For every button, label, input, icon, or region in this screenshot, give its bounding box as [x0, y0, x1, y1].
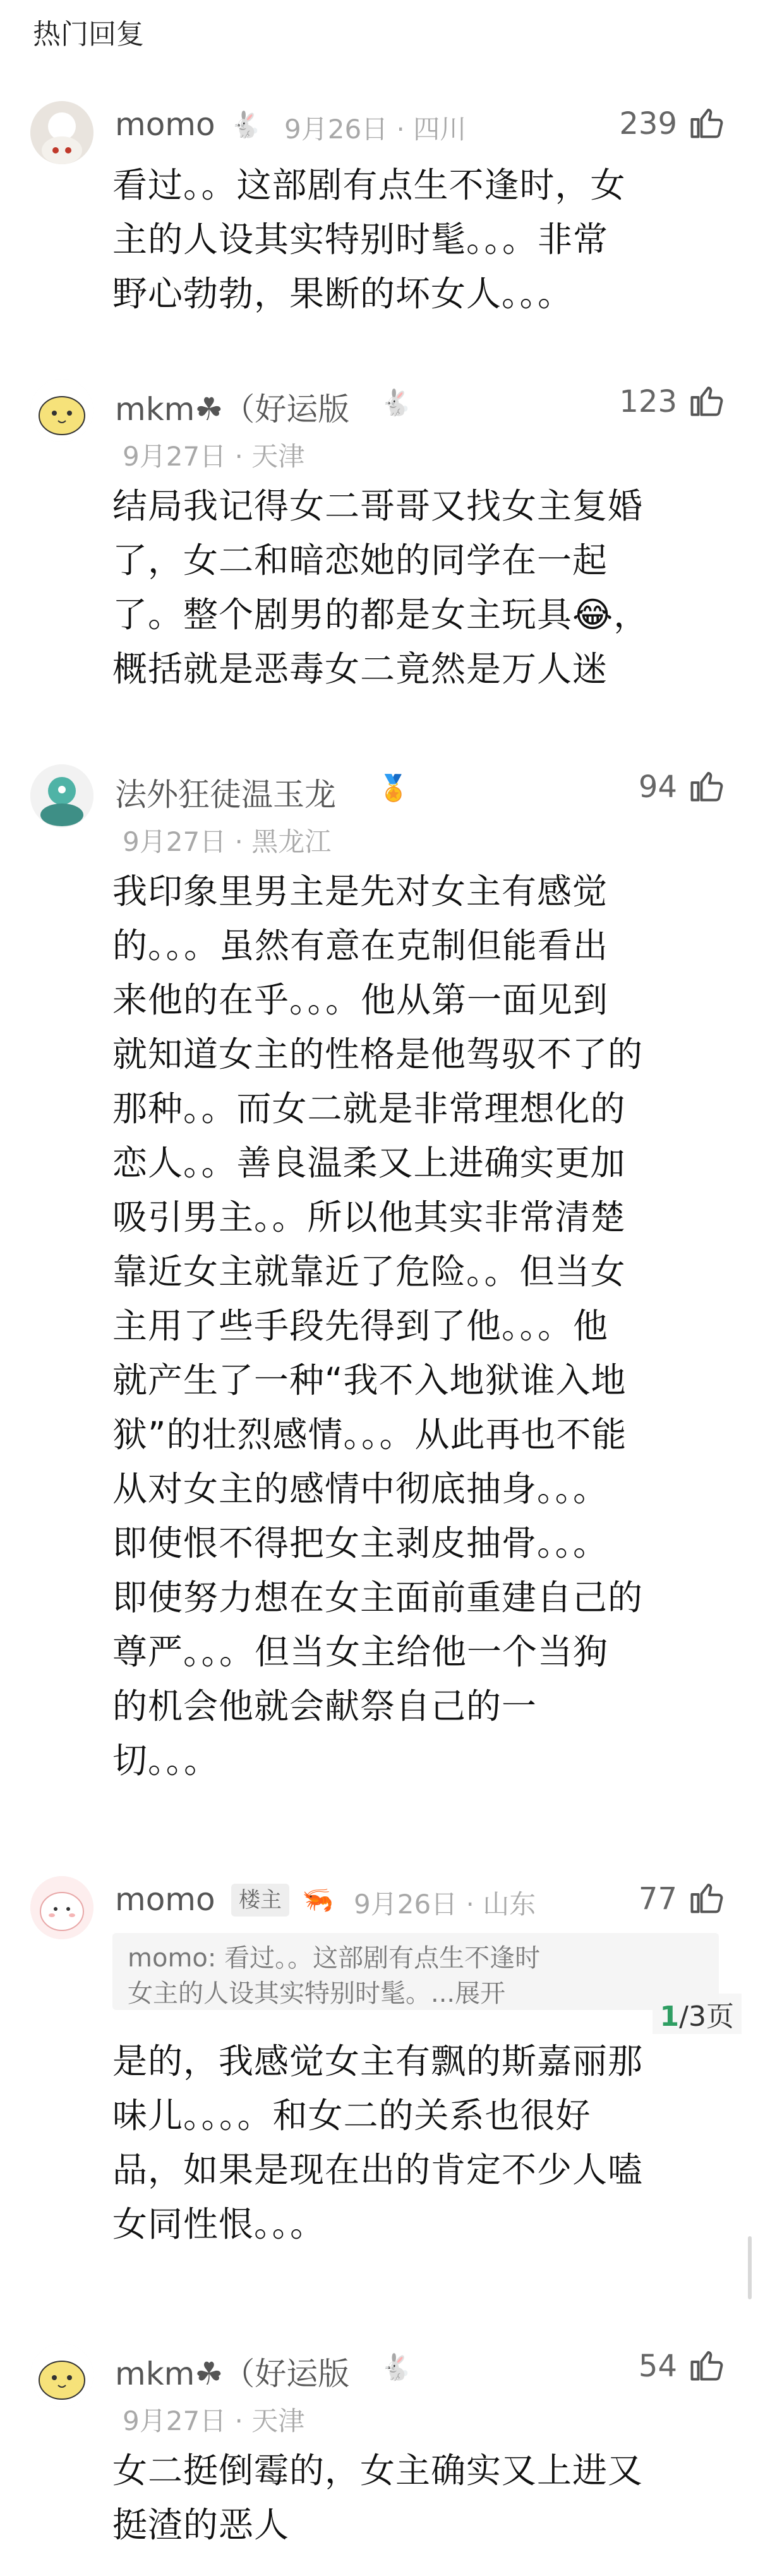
username[interactable]: mkm☘（好运版 — [115, 2356, 350, 2392]
owner-tag: 楼主 — [231, 1884, 289, 1917]
avatar[interactable] — [30, 2344, 93, 2407]
like-count: 54 — [638, 2349, 677, 2384]
thumbs-up-icon[interactable] — [687, 104, 725, 141]
comment-meta: 9月27日 · 天津 — [123, 2405, 305, 2436]
thumbs-up-icon[interactable] — [687, 1879, 725, 1917]
scrollbar[interactable] — [748, 2236, 752, 2299]
comment-location: 黑龙江 — [251, 826, 332, 857]
like-count: 123 — [619, 384, 677, 419]
comment-date: 9月27日 — [123, 826, 227, 857]
badge-icon: 🦐 — [302, 1886, 334, 1915]
comment-body: 看过。。这部剧有点生不逢时，女 主的人设其实特别时髦。。。非常 野心勃勃，果断的坏女人。。。 — [112, 165, 626, 314]
badge-icon: 🐇 — [380, 2353, 412, 2382]
quoted-text-line: 女主的人设其实特别时髦。...展开 — [128, 1979, 506, 2008]
comment-date: 9月26日 — [354, 1889, 458, 1920]
page-indicator[interactable] — [653, 1994, 742, 2034]
comment-location: 天津 — [251, 2405, 305, 2436]
like-count: 77 — [638, 1881, 677, 1917]
like-count: 94 — [638, 769, 677, 805]
comment-location: 山东 — [483, 1889, 536, 1920]
thumbs-up-icon[interactable] — [687, 382, 725, 419]
page-total: /3页 — [679, 2001, 734, 2033]
avatar[interactable] — [30, 101, 93, 164]
comment-body: 结局我记得女二哥哥又找女主复婚 了，女二和暗恋她的同学在一起 了。整个剧男的都是女主玩具😂， 概括就是恶毒女二竟然是万人迷 — [112, 486, 649, 689]
section-title: 热门回复 — [33, 18, 144, 51]
page-current: 1 — [659, 2001, 680, 2033]
comment-meta: 9月26日 · 山东 — [354, 1889, 536, 1920]
avatar[interactable] — [30, 764, 93, 828]
comment-body: 是的，我感觉女主有飘的斯嘉丽那 味儿。。。。和女二的关系也很好 品，如果是现在出的肯定不少人嗑 女同性恨。。。 — [112, 2041, 644, 2244]
comment-date: 9月27日 — [123, 2405, 227, 2436]
username[interactable]: momo — [115, 1881, 215, 1918]
comment-body: 女二挺倒霉的，女主确实又上进又 挺渣的恶人 — [112, 2450, 644, 2545]
like-count: 239 — [619, 106, 677, 141]
username[interactable]: mkm☘（好运版 — [115, 391, 350, 428]
badge-icon: 🐇 — [230, 111, 262, 140]
thumbs-up-icon[interactable] — [687, 767, 725, 805]
quoted-text-line: momo: 看过。。这部剧有点生不逢时 — [128, 1944, 541, 1973]
quoted-reply[interactable] — [112, 1933, 719, 2010]
comment-date: 9月26日 — [284, 114, 388, 145]
thumbs-up-icon[interactable] — [687, 2346, 725, 2384]
username[interactable]: momo — [115, 106, 215, 143]
comment-meta: 9月26日 · 四川 — [284, 114, 467, 145]
comment-body: 我印象里男主是先对女主有感觉 的。。。虽然有意在克制但能看出 来他的在乎。。。他从第一面见到 就知道女主的性格是他驾驭不了的 那种。。而女二就是非常理想化的 恋人。。善良温柔又上进确实更加 吸引男主。。所以他其实非常清楚 靠近女主就靠近了危险。。但当女 主用了些手段先得到了他。。。他 就产生了一种“我不入地狱谁入地 狱”的壮烈感情。。。从此再也不能 从对女主的感情中彻底抽身。。。 即使恨不得把女主剥皮抽骨。。。 即使努力想在女主面前重建自己的 尊严。。。但当女主给他一个当狗 的机会他就会献祭自己的一 切。。。 — [112, 871, 644, 1781]
comment-meta: 9月27日 · 黑龙江 — [123, 826, 332, 857]
avatar[interactable] — [30, 379, 93, 442]
badge-icon: 🏅 — [378, 774, 409, 803]
comment-meta: 9月27日 · 天津 — [123, 441, 305, 472]
comment-location: 四川 — [413, 114, 467, 145]
badge-icon: 🐇 — [380, 388, 412, 418]
username[interactable]: 法外狂徒温玉龙 — [115, 776, 336, 813]
avatar[interactable] — [30, 1876, 93, 1939]
comment-location: 天津 — [251, 441, 305, 472]
comment-date: 9月27日 — [123, 441, 227, 472]
